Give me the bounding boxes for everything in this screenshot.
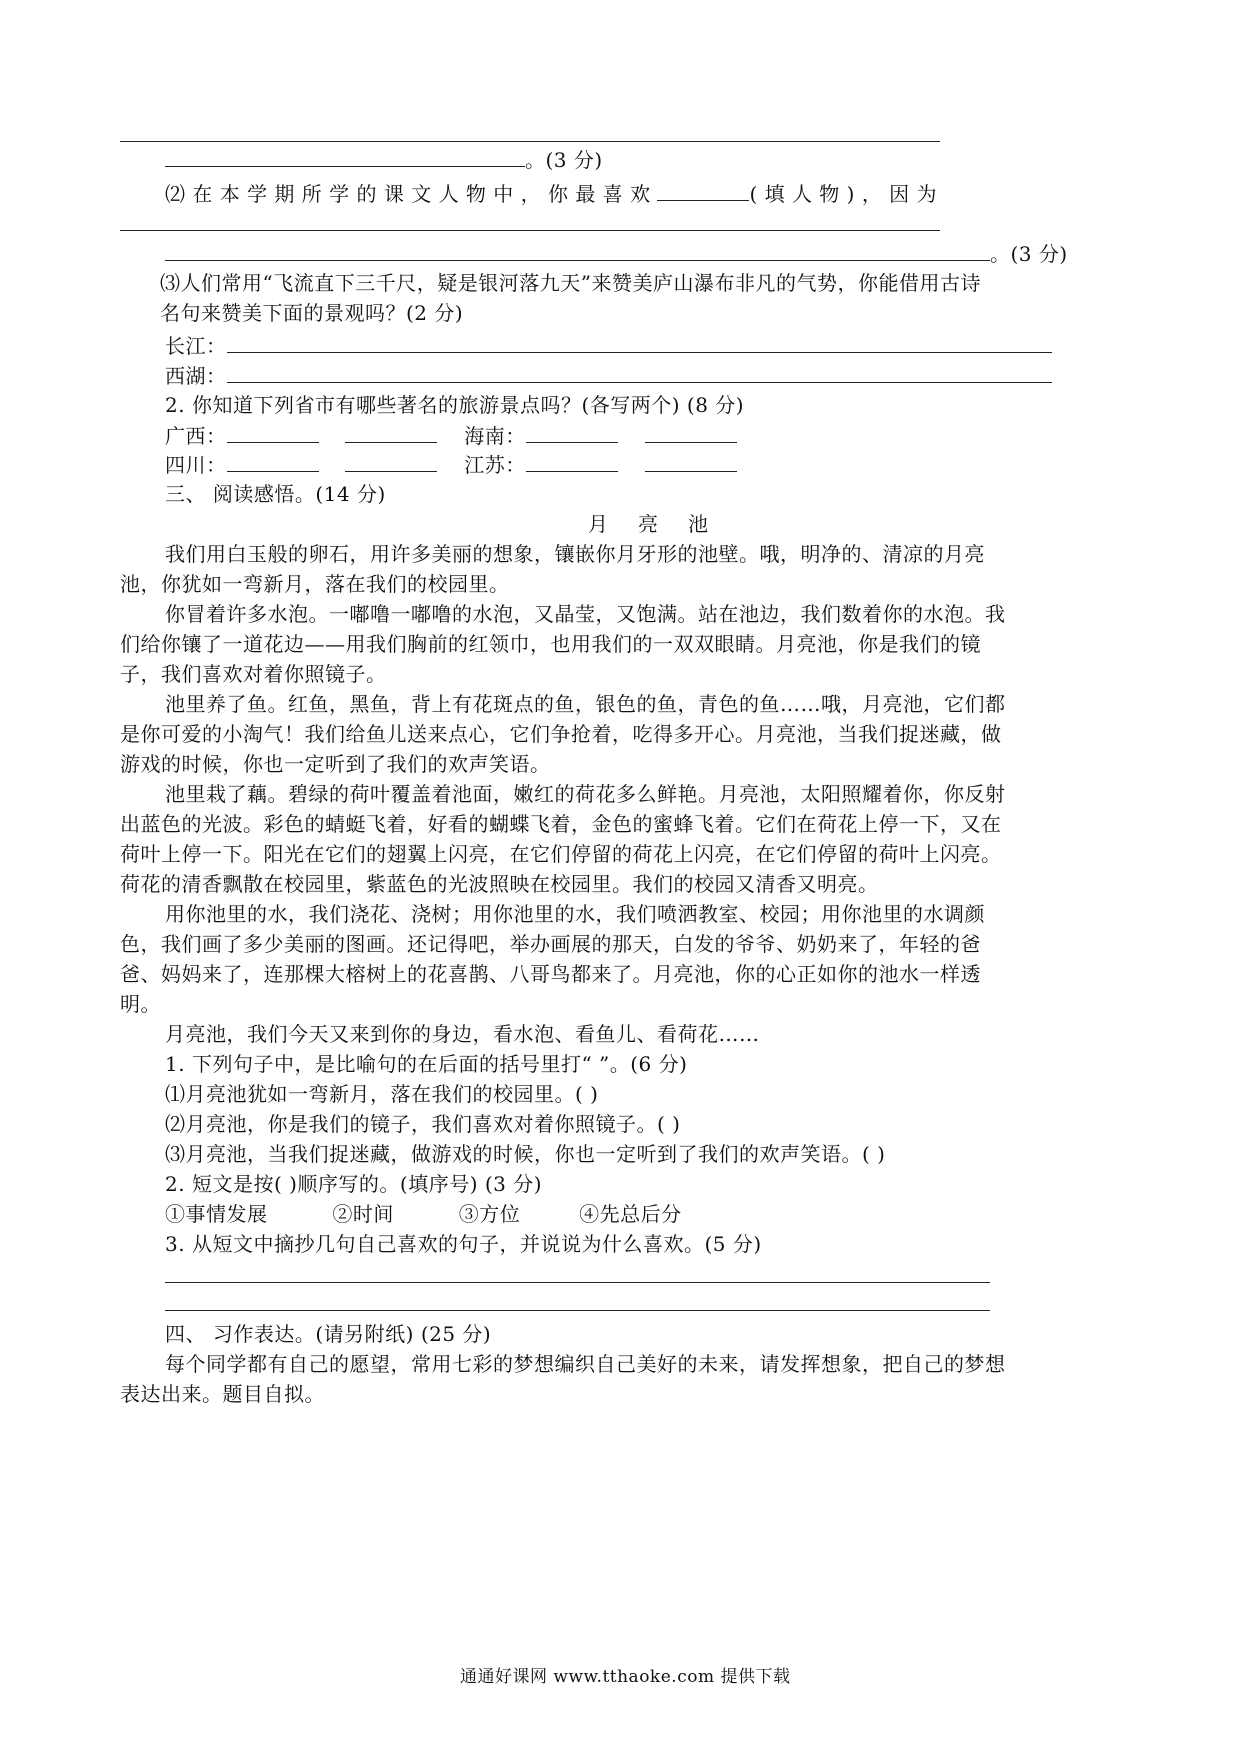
question-excerpt: 3. 从短文中摘抄几句自己喜欢的句子，并说说为什么喜欢。(5 分) [165, 1232, 762, 1256]
passage-line: 游戏的时候，你也一定听到了我们的欢声笑语。 [120, 752, 551, 776]
answer-line[interactable] [165, 1282, 990, 1283]
passage-line: 爸、妈妈来了，连那棵大榕树上的花喜鹊、八哥鸟都来了。月亮池，你的心正如你的池水一样透 [120, 962, 981, 986]
writing-prompt-line2: 表达出来。题目自拟。 [120, 1382, 325, 1406]
passage-line: 们给你镶了一道花边——用我们胸前的红领巾，也用我们的一双双眼睛。月亮池，你是我们的镜 [120, 632, 981, 656]
passage-title: 月亮池 [588, 512, 738, 536]
section-heading-writing: 四、 习作表达。(请另附纸) (25 分) [165, 1322, 492, 1346]
field-label: 西湖： [165, 364, 227, 388]
passage-line: 月亮池，我们今天又来到你的身边，看水泡、看鱼儿、看荷花…… [165, 1022, 760, 1046]
writing-prompt-line1: 每个同学都有自己的愿望，常用七彩的梦想编织自己美好的未来，请发挥想象，把自己的梦想 [165, 1352, 1006, 1376]
answer-blank[interactable] [165, 146, 525, 167]
option-3: ③方位 [458, 1202, 521, 1226]
field-label: 海南： [464, 424, 526, 448]
passage-line: 荷叶上停一下。阳光在它们的翅翼上闪亮，在它们停留的荷花上闪亮，在它们停留的荷叶上闪亮。 [120, 842, 1002, 866]
question-text: ⑵ 在 本 学 期 所 学 的 课 文 人 物 中 ， 你 最 喜 欢 [165, 182, 651, 206]
field-label: 长江： [165, 334, 227, 358]
question-simile: 1. 下列句子中，是比喻句的在后面的括号里打“ ”。(6 分) [165, 1052, 688, 1076]
passage-line: 你冒着许多水泡。一嘟噜一嘟噜的水泡，又晶莹，又饱满。站在池边，我们数着你的水泡。我 [165, 602, 1006, 626]
passage-line: 用你池里的水，我们浇花、浇树；用你池里的水，我们喷洒教室、校园；用你池里的水调颜 [165, 902, 985, 926]
guangxi-hainan-row [165, 422, 737, 449]
score-text: 。(3 分) [525, 148, 603, 172]
answer-blank[interactable] [657, 180, 749, 201]
answer-blank[interactable] [227, 362, 1052, 383]
passage-line: 池，你犹如一弯新月，落在我们的校园里。 [120, 572, 510, 596]
answer-line-row [165, 240, 1068, 267]
answer-blank[interactable] [227, 451, 319, 472]
answer-line[interactable] [165, 1310, 990, 1311]
field-label: 广西： [165, 424, 227, 448]
passage-line: 子，我们喜欢对着你照镜子。 [120, 662, 387, 686]
passage-line: 荷花的清香飘散在校园里，紫蓝色的光波照映在校园里。我们的校园又清香又明亮。 [120, 872, 879, 896]
sichuan-jiangsu-row [165, 451, 737, 478]
passage-line: 色，我们画了多少美丽的图画。还记得吧，举办画展的那天，白发的爷爷、奶奶来了，年轻的爸 [120, 932, 981, 956]
option-4: ④先总后分 [579, 1202, 682, 1226]
option-2: ②时间 [332, 1202, 394, 1226]
answer-line[interactable] [120, 141, 940, 142]
xihu-row [165, 362, 1052, 389]
answer-line[interactable] [120, 230, 940, 231]
option-row [165, 1201, 682, 1227]
question-poem-line1: ⑶人们常用“飞流直下三千尺，疑是银河落九天”来赞美庐山瀑布非凡的气势，你能借用古诗 [160, 271, 981, 295]
passage-line: 明。 [120, 992, 161, 1016]
question-order: 2. 短文是按( )顺序写的。(填序号) (3 分) [165, 1172, 543, 1196]
answer-blank[interactable] [345, 422, 437, 443]
question-text: ( 填 人 物 ) ， 因 为 [749, 182, 938, 206]
simile-item-3: ⑶月亮池，当我们捉迷藏，做游戏的时候，你也一定听到了我们的欢声笑语。( ) [165, 1142, 886, 1166]
question-poem-line2: 名句来赞美下面的景观吗？(2 分) [160, 301, 464, 325]
section-heading-reading: 三、 阅读感悟。(14 分) [165, 482, 386, 506]
footer-credit: 通通好课网 www.tthaoke.com 提供下载 [460, 1667, 791, 1687]
option-1: ①事情发展 [165, 1202, 268, 1226]
passage-line: 池里养了鱼。红鱼，黑鱼，背上有花斑点的鱼，银色的鱼，青色的鱼……哦，月亮池，它们都 [165, 692, 1006, 716]
answer-blank[interactable] [345, 451, 437, 472]
answer-blank[interactable] [165, 240, 990, 261]
simile-item-2: ⑵月亮池，你是我们的镜子，我们喜欢对着你照镜子。( ) [165, 1112, 681, 1136]
question-tourism: 2. 你知道下列省市有哪些著名的旅游景点吗？(各写两个) (8 分) [165, 393, 745, 417]
answer-blank[interactable] [645, 422, 737, 443]
field-label: 四川： [165, 453, 227, 477]
answer-blank[interactable] [526, 422, 618, 443]
answer-line-row [165, 146, 603, 173]
question-favorite-character [165, 180, 937, 207]
changjiang-row [165, 332, 1052, 359]
field-label: 江苏： [464, 453, 526, 477]
passage-line: 池里栽了藕。碧绿的荷叶覆盖着池面，嫩红的荷花多么鲜艳。月亮池，太阳照耀着你，你反射 [165, 782, 1006, 806]
score-text: 。(3 分) [990, 242, 1068, 266]
answer-blank[interactable] [227, 332, 1052, 353]
simile-item-1: ⑴月亮池犹如一弯新月，落在我们的校园里。( ) [165, 1082, 599, 1106]
answer-blank[interactable] [526, 451, 618, 472]
answer-blank[interactable] [227, 422, 319, 443]
answer-blank[interactable] [645, 451, 737, 472]
passage-line: 我们用白玉般的卵石，用许多美丽的想象，镶嵌你月牙形的池壁。哦，明净的、清凉的月亮 [165, 542, 985, 566]
passage-line: 是你可爱的小淘气！我们给鱼儿送来点心，它们争抢着，吃得多开心。月亮池，当我们捉迷藏，做 [120, 722, 1002, 746]
passage-line: 出蓝色的光波。彩色的蜻蜓飞着，好看的蝴蝶飞着，金色的蜜蜂飞着。它们在荷花上停一下，又在 [120, 812, 1002, 836]
